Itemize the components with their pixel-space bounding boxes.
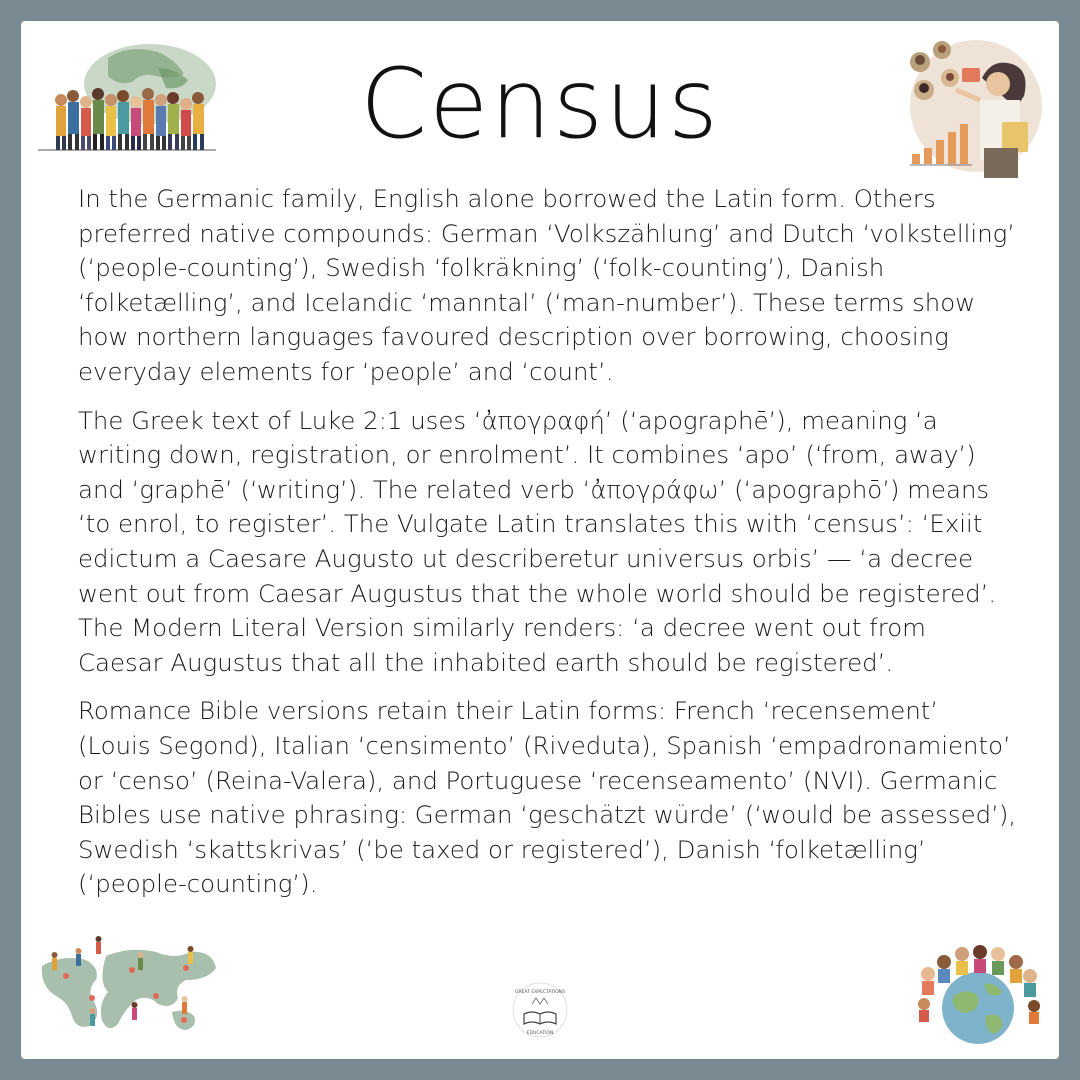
paragraph-germanic: In the Germanic family, English alone borrowed the Latin form. Others preferred native compounds: German ‘Volkszählung’ and Dutch ‘volkstelling’ (‘people-counting’), Swedish ‘folkräkning’ (‘folk-counting’), Danish ‘folketælling’, and Icelandic ‘manntal’ (‘man-number’). These terms show how northern languages favoured description over borrowing, choosing everyday elements for ‘people’ and ‘count’.	[78, 184, 1016, 386]
paragraph-greek: The Greek text of Luke 2:1 uses ‘ἀπογραφή’ (‘apographē’), meaning ‘a writing down, registration, or enrolment’. It combines ‘apo’ (‘from, away’) and ‘graphē’ (‘writing’). The related verb ‘ἀπογράφω’ (‘apographō’) means ‘to enrol, to register’. The Vulgate Latin translates this with ‘census’: ‘Exiit edictum a Caesare Augusto ut describeretur universus orbis’ — ‘a decree went out from Caesar Augustus that the whole world should be registered’. The Modern Literal Version similarly renders: ‘a decree went out from Caesar Augustus that all the inhabited earth should be registered’.	[78, 405, 997, 677]
page-title: Census	[360, 48, 720, 160]
world-map-people-icon	[36, 936, 220, 1048]
great-expectations-logo-icon	[510, 980, 570, 1040]
people-globe-icon	[914, 944, 1044, 1048]
body-text	[78, 182, 1018, 916]
paragraph-romance: Romance Bible versions retain their Latin forms: French ‘recensement’ (Louis Segond), Italian ‘censimento’ (Riveduta), Spanish ‘empadronamiento’ or ‘censo’ (Reina-Valera), and Portuguese ‘recenseamento’ (NVI). Germanic Bibles use native phrasing: German ‘geschätzt würde’ (‘would be assessed’), Swedish ‘skattskrivas’ (‘be taxed or registered’), Danish ‘folketælling’ (‘people-counting’).	[78, 696, 1017, 899]
logo-text-bottom: EDUCATION	[526, 1031, 554, 1036]
logo-text-top: GREAT EXPECTATIONS	[515, 990, 565, 995]
